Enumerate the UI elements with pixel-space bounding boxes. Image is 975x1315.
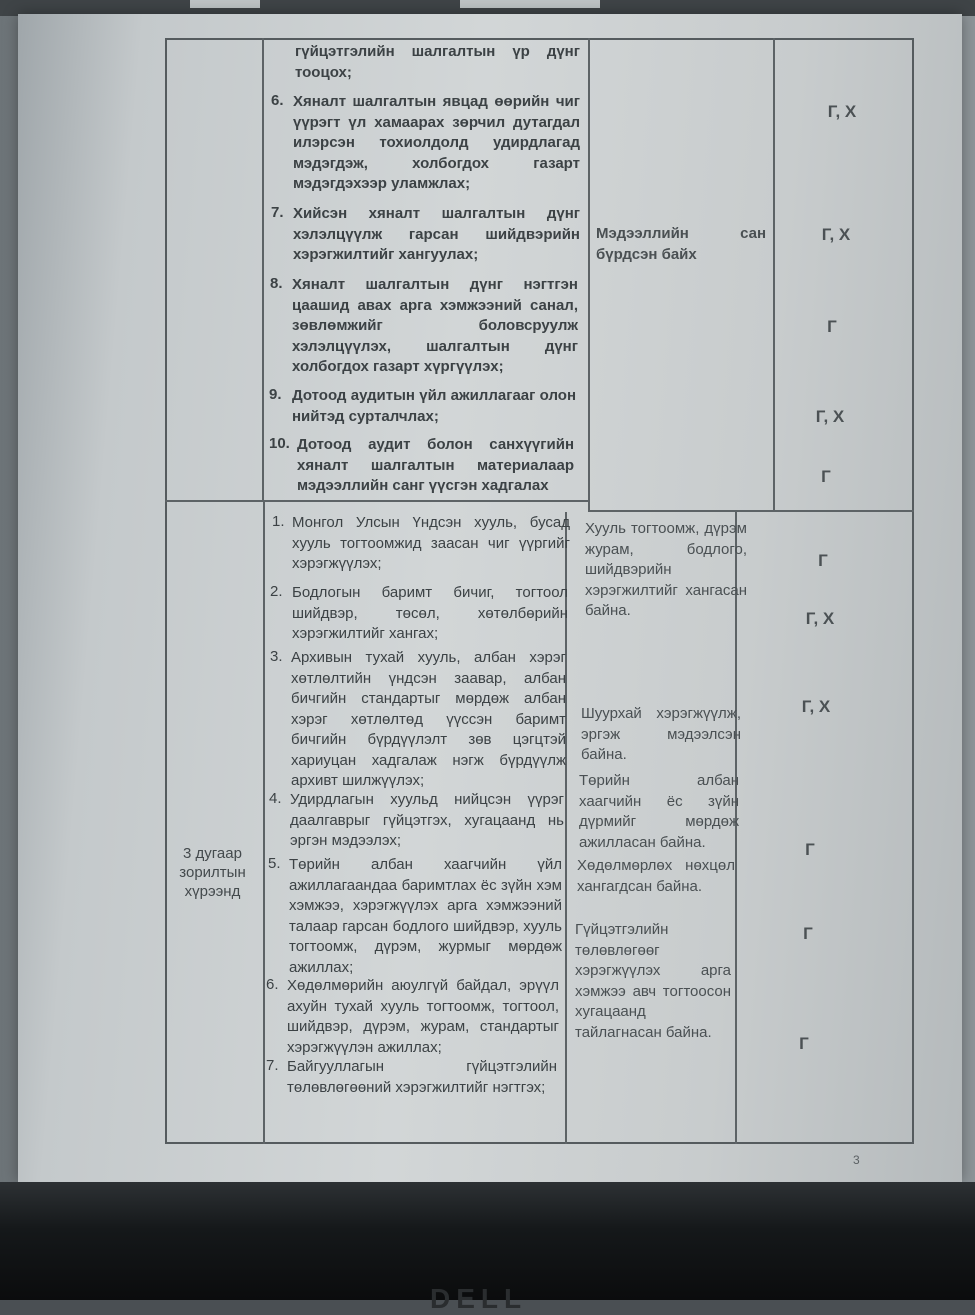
lower-outcome-2: Шуурхай хэрэгжүүлж, эргэж мэдээлсэн байна. — [581, 705, 741, 763]
lower-outcome-3: Төрийн албан хаагчийн ёс зүйн дүрмийг мөрдөж ажилласан байна. — [579, 772, 739, 851]
monitor-logo: DELL — [430, 1283, 528, 1314]
lower-grade-6: Г — [799, 1034, 809, 1053]
upper-grade-1: Г, Х — [827, 102, 857, 121]
upper-grade-2: Г, Х — [821, 225, 851, 244]
upper-grade-3: Г — [827, 317, 837, 336]
upper-item-0: гүйцэтгэлийн шалгалтын үр дүнг тооцох; — [295, 43, 580, 81]
lower-outcome-5: Гүйцэтгэлийн төлөвлөгөөг хэрэгжүүлэх арга хэмжээ авч тогтоосон хугацаанд тайлагнасан байна. — [575, 921, 731, 1041]
upper-grade-5: Г — [821, 467, 831, 486]
lower-grade-2: Г, Х — [805, 609, 835, 628]
upper-grade-4: Г, Х — [815, 407, 845, 426]
lower-grade-1: Г — [818, 551, 828, 570]
lower-grade-3: Г, Х — [801, 697, 831, 716]
lower-grade-5: Г — [803, 924, 813, 943]
lower-outcome-4: Хөдөлмөрлөх нөхцөл хангагдсан байна. — [577, 857, 735, 895]
upper-outcome: Мэдээллийн сан бүрдсэн байх — [596, 225, 766, 263]
page-number: 3 — [853, 1153, 860, 1167]
goal-label: 3 дугаар зорилтын хүрээнд — [179, 845, 246, 900]
lower-outcome-1: Хууль тогтоомж, дүрэм журам, бодлого, шийдвэрийн хэрэгжилтийг хангасан байна. — [585, 520, 747, 619]
lower-grade-4: Г — [805, 840, 815, 859]
